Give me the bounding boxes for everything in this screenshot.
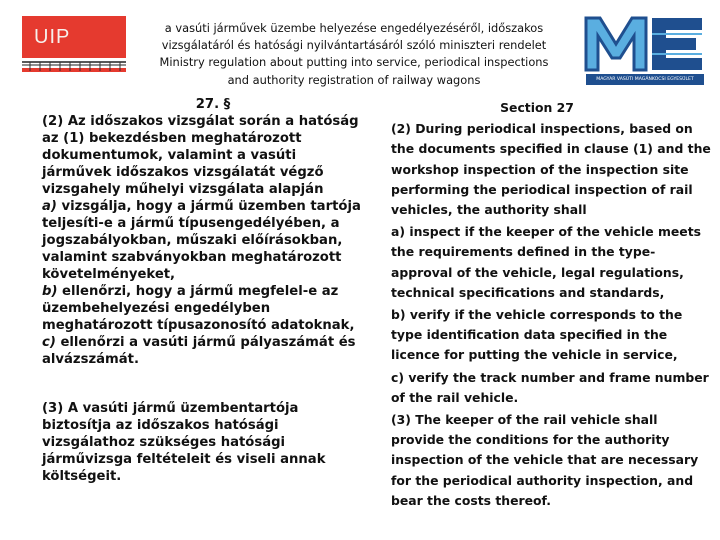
- me-logo: [582, 14, 708, 88]
- item-a-text: vizsgálja, hogy a jármű üzemben tartója teljesíti-e a jármű típusengedélyében, a jogszabályokban, műszaki előírásokban, valamint szabványokban meghatározott követelményeket,: [42, 199, 361, 282]
- header-line-3: Ministry regulation about putting into service, periodical inspections: [159, 55, 549, 70]
- uip-logo: [22, 16, 126, 72]
- paragraph-2-en: (2) During periodical inspections, based on the documents specified in clause (1) and the workshop inspection of the inspection site performing the periodical inspection of rail vehicles, the authority shall: [391, 121, 711, 218]
- item-a-en: a) inspect if the keeper of the vehicle meets the requirements defined in the type-approval of the vehicle, legal regulations, technical specifications and standards,: [391, 224, 702, 300]
- item-b-en: b) verify if the vehicle corresponds to the type identification data specified in the licence for putting the vehicle in service,: [391, 307, 683, 363]
- document-header: [148, 20, 560, 89]
- item-a-label: a): [42, 199, 57, 214]
- paragraph-3-en: (3) The keeper of the rail vehicle shall provide the conditions for the authority inspection of the vehicle that are necessary for the periodical authority inspection, and bear the costs thereof.: [391, 412, 699, 508]
- section-title-en: Section 27: [500, 100, 574, 115]
- item-b-hu: [42, 283, 364, 334]
- item-a-hu: [42, 198, 364, 283]
- me-logo-caption: MAGYAR VASÚTI MAGÁNKOCSI EGYESÜLET: [586, 74, 704, 85]
- section-title-hu: 27. §: [195, 97, 231, 112]
- paragraph-2-hu: (2) Az időszakos vizsgálat során a hatóság az (1) bekezdésben meghatározott dokumentumok, valamint a vasúti járművek időszakos vizsgálatát végző vizsgahely műhelyi vizsgálata alapján: [42, 114, 359, 197]
- item-c-en: c) verify the track number and frame number of the rail vehicle.: [391, 369, 709, 405]
- uip-logo-text: UIP: [34, 26, 71, 48]
- me-logo-mark: [582, 14, 708, 74]
- header-line-2: vizsgálatáról és hatósági nyilvántartásáról szóló miniszteri rendelet: [161, 38, 547, 53]
- paragraph-3-hu: (3) A vasúti jármű üzembentartója biztosítja az időszakos hatósági vizsgálathoz szükséges hatósági járművizsga feltételeit és viseli annak költségeit.: [42, 401, 326, 484]
- item-b-text: ellenőrzi, hogy a jármű megfelel-e az üzembehelyezési engedélyben meghatározott típusazonosító adatoknak,: [42, 284, 355, 333]
- item-c-hu: [42, 334, 364, 368]
- rail-track-icon: [22, 54, 126, 72]
- header-line-4: and authority registration of railway wagons: [227, 72, 481, 87]
- header-line-1: a vasúti járművek üzembe helyezése engedélyezéséről, időszakos: [164, 21, 544, 35]
- hungarian-column: [42, 96, 364, 485]
- item-b-label: b): [42, 284, 58, 299]
- english-column: [391, 98, 713, 513]
- item-c-label: c): [42, 335, 56, 350]
- item-c-text: ellenőrzi a vasúti jármű pályaszámát és alvázszámát.: [42, 335, 356, 367]
